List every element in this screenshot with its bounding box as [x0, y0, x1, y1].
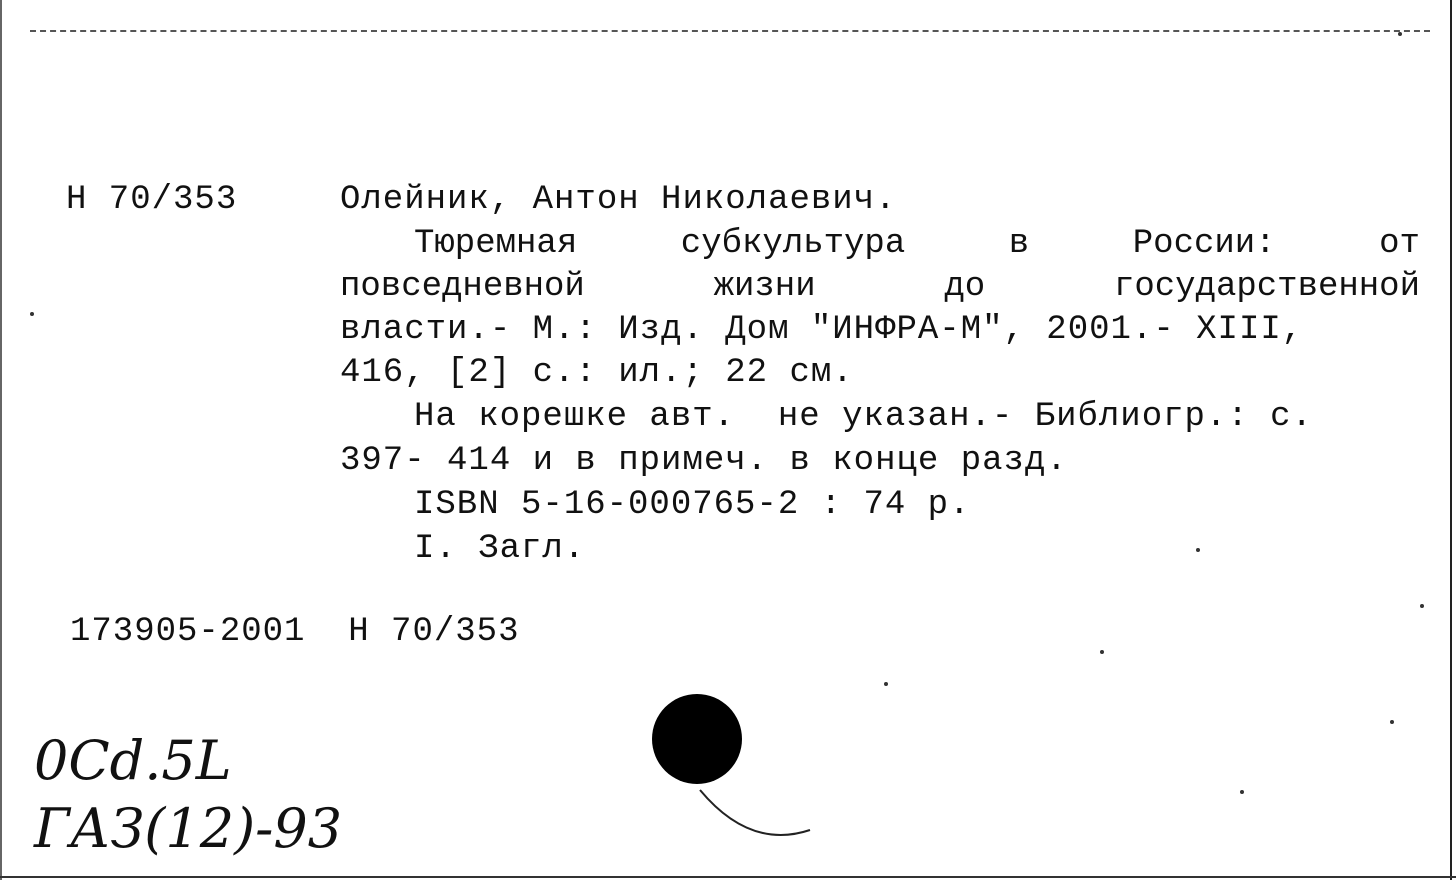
speck	[1196, 548, 1200, 552]
speck	[884, 682, 888, 686]
accession-number: 173905-2001 Н 70/353	[70, 613, 520, 651]
title-word: в	[1008, 225, 1030, 263]
speck	[1420, 604, 1424, 608]
title-word: государственной	[1113, 268, 1420, 306]
speck	[30, 312, 34, 316]
card-bottom-edge	[0, 876, 1456, 878]
title-word: жизни	[713, 268, 816, 306]
punch-hole	[652, 694, 742, 784]
note-line-1: На корешке авт. не указан.- Библиогр.: с.	[414, 398, 1313, 436]
title-line-1	[414, 222, 1420, 266]
handwritten-code-2: ГАЗ(12)-93	[34, 797, 343, 860]
card-top-rule	[30, 30, 1430, 32]
isbn-line: ISBN 5-16-000765-2 : 74 р.	[414, 486, 971, 524]
note-line-2: 397- 414 и в примеч. в конце разд.	[340, 442, 1068, 480]
speck	[1240, 790, 1244, 794]
speck	[1100, 650, 1104, 654]
card-right-edge	[1450, 0, 1452, 880]
title-line-2	[340, 265, 1420, 309]
author-heading: Олейник, Антон Николаевич.	[340, 181, 897, 219]
title-word: Тюремная	[414, 225, 578, 263]
handwritten-code-1: 0Сd.5L	[34, 729, 232, 792]
imprint-line: власти.- М.: Изд. Дом "ИНФРА-М", 2001.- XIII,	[340, 311, 1304, 349]
title-word: России:	[1132, 225, 1276, 263]
subject-entry: I. Загл.	[414, 530, 586, 568]
speck	[1398, 32, 1402, 36]
card-left-edge	[0, 0, 2, 880]
title-word: субкультура	[680, 225, 906, 263]
speck	[1390, 720, 1394, 724]
title-word: повседневной	[340, 268, 585, 306]
title-word: до	[944, 268, 986, 306]
collation-line: 416, [2] с.: ил.; 22 см.	[340, 354, 854, 392]
call-number: Н 70/353	[66, 181, 238, 219]
hole-tear-mark	[690, 780, 830, 850]
title-word: от	[1379, 225, 1420, 263]
